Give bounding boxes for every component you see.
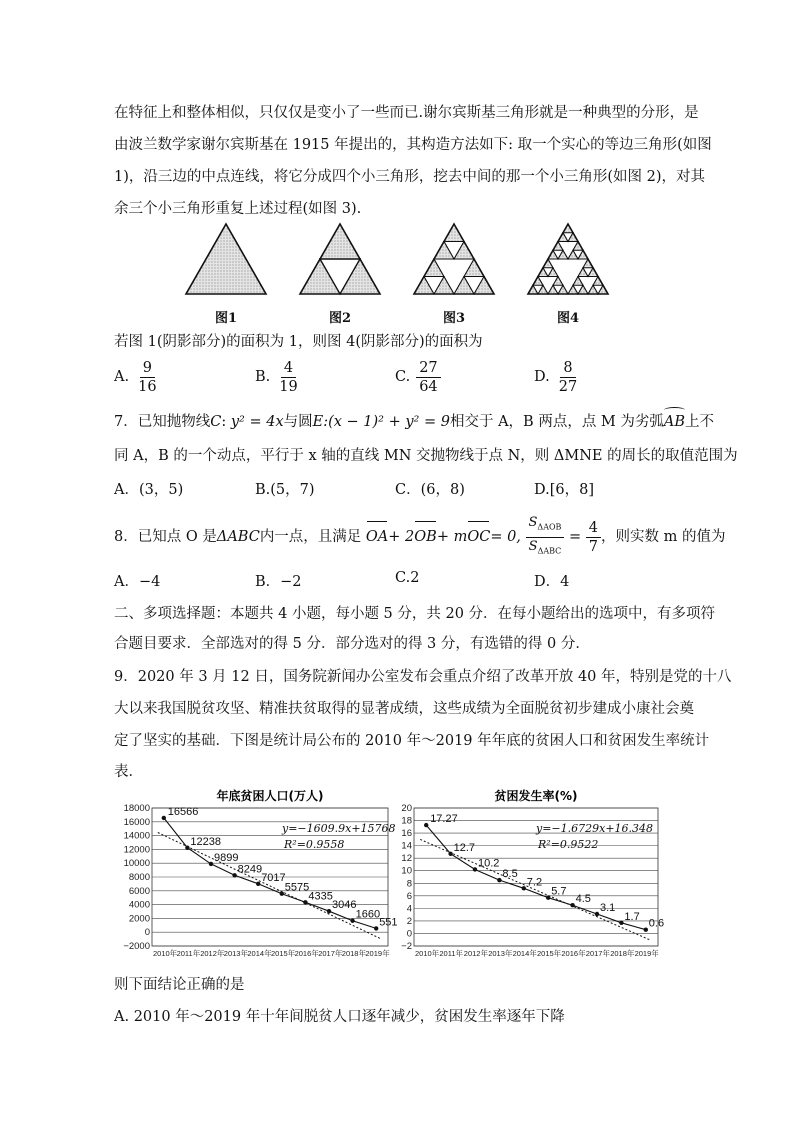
- y-tick-label: 12: [401, 853, 412, 865]
- y-tick-label: 0: [144, 927, 150, 939]
- q7-stem-line-2: 同 A，B 的一个动点，平行于 x 轴的直线 MN 交抛物线于点 N，则 ΔMNE 的周长的取值范围为: [114, 448, 738, 464]
- intro-line-2: 由波兰数学家谢尔宾斯基在 1915 年提出的，其构造方法如下: 取一个实心的等边三角形(如图: [114, 137, 712, 153]
- data-label: 5.7: [551, 885, 567, 898]
- data-label: 7017: [261, 871, 286, 884]
- y-tick-label: 8: [406, 878, 412, 890]
- intro-line-4: 余三个小三角形重复上述过程(如图 3).: [114, 201, 362, 217]
- q7-option-a[interactable]: A．(3，5): [114, 482, 184, 498]
- y-tick-label: 2: [406, 915, 412, 927]
- data-label: 5575: [284, 881, 310, 894]
- q8-stem: 8．已知点 O 是ΔABC内一点，且满足 OA+ 2OB+ mOC= 0, $\frac{S_{\Delta AOB}}{S_{\Delta ABC}}$ = $\frac{4}{7}$ ，则实数 m 的值为: [114, 514, 726, 560]
- data-point: [232, 873, 236, 877]
- q6-option-a[interactable]: A. $\frac{9}{16}$: [114, 359, 157, 395]
- data-label: 0.6: [648, 917, 665, 930]
- x-tick-label: 2010年: [153, 949, 178, 958]
- x-tick-label: 2019年: [365, 949, 390, 958]
- q9-option-a[interactable]: A. 2010 年～2019 年十年间脱贫人口逐年减少，贫困发生率逐年下降: [114, 1009, 565, 1025]
- figure-caption-1: 图1: [215, 311, 238, 326]
- trend-equation: y=−1609.9x+15768: [282, 822, 396, 835]
- q7-option-b[interactable]: B.(5，7): [255, 482, 315, 498]
- q8-option-d[interactable]: D．4: [534, 574, 570, 590]
- y-tick-label: 4: [406, 903, 412, 915]
- data-point: [619, 921, 623, 925]
- data-point: [522, 886, 526, 890]
- q7-stem-line-1: 7．已知抛物线C: y² = 4x与圆E:(x − 1)² + y² = 9相交于 A，B 两点，点 M 为劣弧 AB上不: [114, 412, 714, 432]
- data-point: [374, 926, 378, 930]
- data-point: [327, 909, 331, 913]
- y-tick-label: 14000: [123, 830, 150, 842]
- data-point: [473, 867, 477, 871]
- x-tick-label: 2010年: [415, 949, 440, 958]
- data-label: 8.5: [502, 868, 518, 881]
- chart-title: 贫困发生率(%): [494, 789, 578, 803]
- y-tick-label: 18: [401, 815, 412, 827]
- data-point: [595, 912, 599, 916]
- q6-option-b[interactable]: B. $\frac{4}{19}$: [255, 359, 298, 395]
- data-point: [256, 882, 260, 886]
- data-label: 10.2: [478, 857, 500, 870]
- x-tick-label: 2011年: [439, 949, 464, 958]
- chart-title: 年底贫困人口(万人): [216, 789, 324, 803]
- sierpinski-figure-2: [298, 222, 382, 298]
- y-tick-label: 10000: [123, 858, 150, 870]
- intro-line-1: 在特征上和整体相似，只仅仅是变小了一些而已.谢尔宾斯基三角形就是一种典型的分形，是: [114, 105, 699, 121]
- q8-option-b[interactable]: B．−2: [255, 574, 302, 590]
- sierpinski-figure-4: [526, 222, 610, 298]
- q8-options: [114, 570, 734, 590]
- x-tick-label: 2014年: [247, 949, 272, 958]
- x-tick-label: 2012年: [200, 949, 225, 958]
- x-tick-label: 2017年: [318, 949, 343, 958]
- trend-equation: y=−1.6729x+16.348: [536, 822, 654, 835]
- x-tick-label: 2016年: [294, 949, 319, 958]
- data-label: 3046: [332, 899, 357, 912]
- data-point: [497, 878, 501, 882]
- q8-option-c[interactable]: C.2: [395, 570, 420, 586]
- x-tick-label: 2011年: [176, 949, 201, 958]
- x-tick-label: 2013年: [223, 949, 248, 958]
- figure-caption-3: 图3: [443, 311, 466, 326]
- data-label: 12238: [190, 835, 221, 848]
- x-tick-label: 2018年: [341, 949, 366, 958]
- data-label: 1660: [355, 908, 381, 921]
- x-tick-label: 2015年: [271, 949, 296, 958]
- y-tick-label: 16000: [123, 816, 150, 828]
- sierpinski-figure-1: [184, 222, 268, 298]
- data-label: 3.1: [600, 902, 616, 915]
- sierpinski-figure-3: [412, 222, 496, 298]
- data-point: [448, 852, 452, 856]
- q7-option-c[interactable]: C．(6，8): [395, 482, 465, 498]
- trend-r2: R²=0.9558: [284, 838, 345, 851]
- data-point: [644, 927, 648, 931]
- data-label: 8249: [237, 863, 263, 876]
- q8-area-ratio: $\frac{S_{\Delta AOB}}{S_{\Delta ABC}}$: [526, 514, 565, 560]
- data-label: 7.2: [526, 876, 543, 889]
- data-point: [350, 919, 354, 923]
- q6-stem: 若图 1(阴影部分)的面积为 1，则图 4(阴影部分)的面积为: [114, 334, 483, 350]
- data-point: [546, 896, 550, 900]
- y-tick-label: 6: [406, 890, 412, 902]
- data-label: 4335: [308, 890, 333, 903]
- section2-line-1: 二、多项选择题：本题共 4 小题，每小题 5 分，共 20 分．在每小题给出的选项中，有多项符: [114, 606, 716, 622]
- y-tick-label: 8000: [128, 872, 150, 883]
- data-point: [570, 903, 574, 907]
- q6-option-c[interactable]: C. $\frac{27}{64}$: [395, 354, 441, 400]
- chart-poverty-rate: [394, 788, 664, 960]
- x-tick-label: 2014年: [512, 949, 537, 958]
- y-tick-label: 16: [401, 828, 412, 840]
- data-point: [185, 846, 189, 850]
- x-tick-label: 2016年: [561, 949, 586, 958]
- q6-option-d[interactable]: D. $\frac{8}{27}$: [534, 359, 578, 395]
- y-tick-label: −2: [401, 941, 412, 952]
- section2-line-2: 合题目要求．全部选对的得 5 分．部分选对的得 3 分，有选错的得 0 分．: [114, 636, 590, 652]
- data-point: [162, 816, 166, 820]
- y-tick-label: 6000: [128, 885, 150, 897]
- q7-option-d[interactable]: D.[6，8]: [534, 482, 594, 498]
- data-point: [280, 892, 284, 896]
- q8-option-a[interactable]: A．−4: [114, 574, 161, 590]
- data-point: [424, 823, 428, 827]
- data-label: 9899: [214, 851, 239, 864]
- data-label: 551: [379, 916, 398, 929]
- chart-poverty-population: [112, 788, 398, 960]
- y-tick-label: 10: [401, 865, 412, 877]
- data-label: 17.27: [430, 813, 458, 826]
- q7-options: [114, 478, 734, 498]
- y-tick-label: 2000: [128, 913, 150, 925]
- data-label: 4.5: [575, 893, 591, 906]
- q9-stem-line-2: 大以来我国脱贫攻坚、精准扶贫取得的显著成绩，这些成绩为全面脱贫初步建成小康社会奠: [114, 701, 694, 717]
- data-label: 1.7: [624, 910, 640, 923]
- y-tick-label: 20: [401, 803, 412, 814]
- data-label: 12.7: [453, 841, 476, 854]
- figure-caption-2: 图2: [329, 311, 352, 326]
- q6-options: [114, 354, 714, 400]
- x-tick-label: 2013年: [488, 949, 513, 958]
- q9-stem-line-1: 9．2020 年 3 月 12 日，国务院新闻办公室发布会重点介绍了改革开放 40 年，特别是党的十八: [114, 669, 732, 685]
- y-tick-label: −2000: [123, 941, 150, 952]
- data-point: [303, 900, 307, 904]
- y-tick-label: 12000: [123, 844, 150, 856]
- trend-r2: R²=0.9522: [538, 838, 599, 851]
- y-tick-label: 18000: [123, 803, 150, 814]
- data-label: 16566: [167, 805, 199, 818]
- trendline: [158, 833, 380, 939]
- q9-stem-line-3: 定了坚实的基础．下图是统计局公布的 2010 年～2019 年年底的贫困人口和贫困发生率统计: [114, 733, 710, 749]
- q9-question: 则下面结论正确的是: [114, 977, 245, 993]
- figure-caption-4: 图4: [557, 311, 580, 326]
- y-tick-label: 0: [406, 928, 412, 940]
- x-tick-label: 2017年: [585, 949, 610, 958]
- x-tick-label: 2018年: [610, 949, 635, 958]
- data-point: [209, 862, 213, 866]
- x-tick-label: 2015年: [537, 949, 562, 958]
- x-tick-label: 2019年: [634, 949, 659, 958]
- x-tick-label: 2012年: [463, 949, 488, 958]
- q9-stem-line-4: 表．: [114, 764, 143, 780]
- y-tick-label: 4000: [128, 899, 150, 911]
- trendline: [420, 839, 650, 939]
- intro-line-3: 1)，沿三边的中点连线，将它分成四个小三角形，挖去中间的那一个小三角形(如图 2)，对其: [114, 169, 706, 185]
- y-tick-label: 14: [401, 840, 412, 852]
